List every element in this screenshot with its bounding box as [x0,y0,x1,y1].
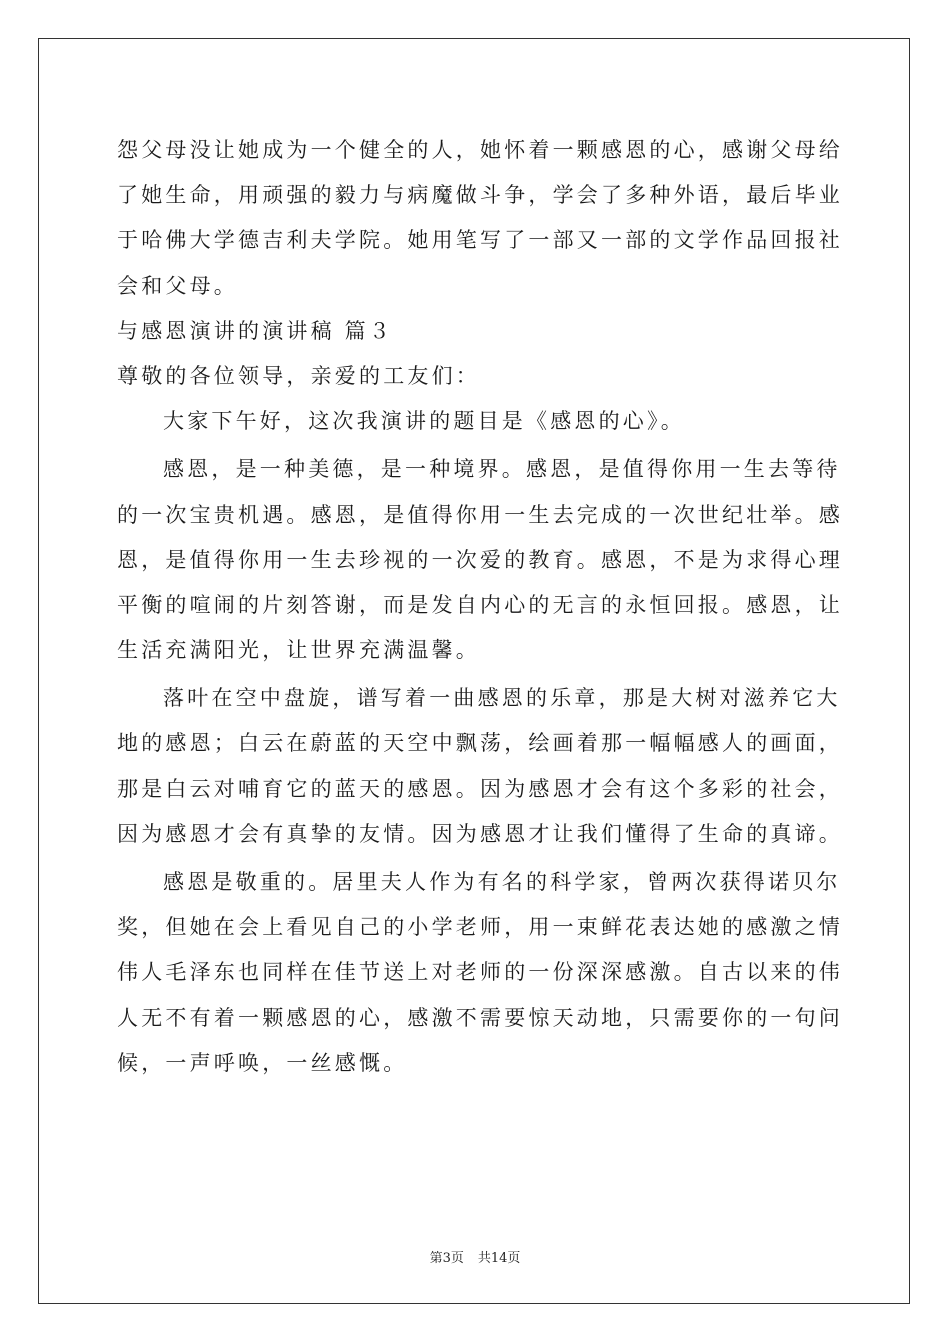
text-line: 人无不有着一颗感恩的心，感激不需要惊天动地，只需要你的一句问 [117,1005,843,1030]
text-line: 地的感恩；白云在蔚蓝的天空中飘荡，绘画着那一幅幅感人的画面， [117,731,843,756]
section-heading: 与感恩演讲的演讲稿 篇３ [117,318,394,343]
paragraph-start: 落叶在空中盘旋，谱写着一曲感恩的乐章，那是大树对滋养它大 [163,686,841,711]
text-line: 大家下午好，这次我演讲的题目是《感恩的心》。 [163,409,685,434]
text-line: 生活充满阳光，让世界充满温馨。 [117,638,480,663]
paragraph-start: 感恩是敬重的。居里夫人作为有名的科学家，曾两次获得诺贝尔 [163,870,841,894]
text-line: 伟人毛泽东也同样在佳节送上对老师的一份深深感激。自古以来的伟 [117,960,843,985]
text-line: 了她生命，用顽强的毅力与病魔做斗争，学会了多种外语，最后毕业 [117,183,843,208]
text-line: 的一次宝贵机遇。感恩，是值得你用一生去完成的一次世纪壮举。感 [117,502,843,527]
text-line: 于哈佛大学德吉利夫学院。她用笔写了一部又一部的文学作品回报社 [117,228,843,253]
text-line: 奖，但她在会上看见自己的小学老师，用一束鲜花表达她的感激之情 [117,915,843,940]
text-line: 因为感恩才会有真挚的友情。因为感恩才让我们懂得了生命的真谛。 [117,821,843,846]
document-body [117,128,843,1086]
text-line: 会和父母。 [117,273,238,298]
salutation: 尊敬的各位领导，亲爱的工友们： [117,363,480,388]
paragraph-start: 感恩，是一种美德，是一种境界。感恩，是值得你用一生去等待 [163,457,841,482]
text-line: 怨父母没让她成为一个健全的人，她怀着一颗感恩的心，感谢父母给 [117,138,843,162]
text-line: 恩，是值得你用一生去珍视的一次爱的教育。感恩，不是为求得心理 [117,547,843,572]
page-footer [0,1247,950,1266]
text-line: 平衡的喧闹的片刻答谢，而是发自内心的无言的永恒回报。感恩，让 [117,592,843,617]
text-line: 候，一声呼唤，一丝感慨。 [117,1050,408,1075]
text-line: 那是白云对哺育它的蓝天的感恩。因为感恩才会有这个多彩的社会， [117,776,843,801]
page-total: 共14页 [477,1251,521,1266]
page-number: 第3页 [429,1251,464,1266]
